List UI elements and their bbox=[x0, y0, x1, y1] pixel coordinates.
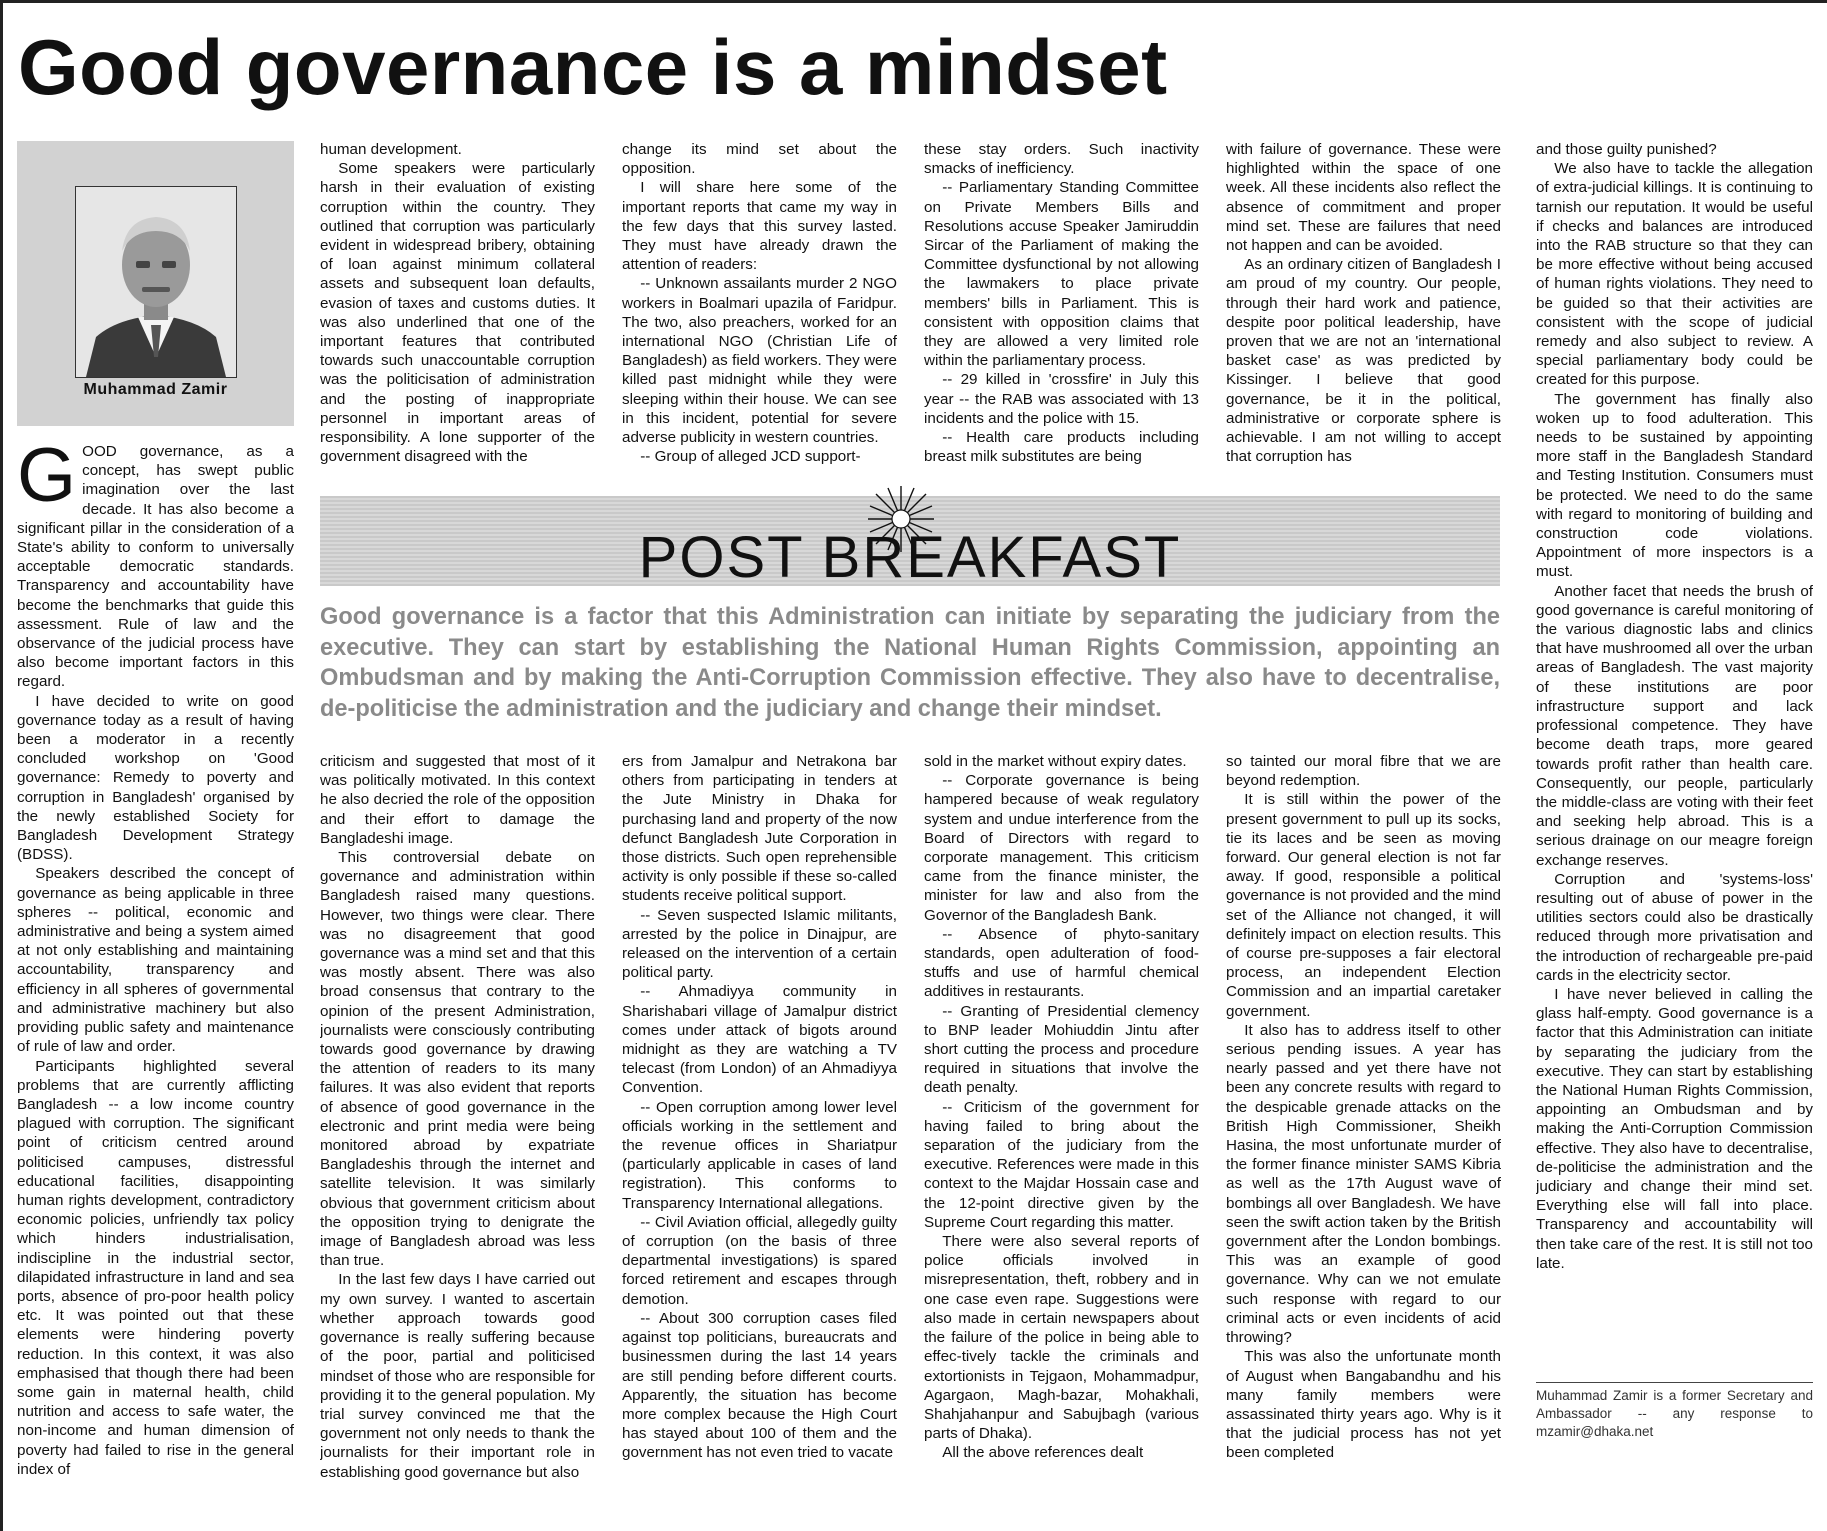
column-4-bottom bbox=[924, 752, 1199, 1524]
note-divider bbox=[1536, 1382, 1813, 1383]
author-byline: Muhammad Zamir bbox=[83, 381, 228, 398]
paragraph bbox=[17, 442, 294, 692]
column-2-top bbox=[320, 140, 595, 487]
paragraph: Participants highlighted several problems that are currently afflicting Bangladesh -- a low income country plagued with corruption. The significant point of criticism centred around politicised campuses, distressful educational facilities, disappointing human rights development, contradictory economic policies, unfriendly tax policy which hinders industrialisation, indiscipline in the industrial sector, dilapidated infrastructure in land and sea ports, absence of pro-poor health policy etc. It was pointed out that these elements were hindering poverty reduction. In this context, it was also emphasised that though there had been some gain in maternal health, child nutrition and access to safe water, the non-income and human dimension of poverty had failed to rise in the general index of bbox=[17, 1057, 294, 1478]
paragraph: and those guilty punished? bbox=[1536, 141, 1717, 158]
author-box bbox=[17, 141, 294, 426]
paragraph: Speakers described the concept of governance as being applicable in three spheres -- political, economic and administrative and being a system aimed at not only establishing and maintaining accountability, transparency and efficiency in all spheres of governmental and administrative machinery but also providing public safety and maintenance of rule of law and order. bbox=[17, 865, 294, 1056]
headline: Good governance is a mindset bbox=[18, 23, 1168, 111]
top-rule bbox=[0, 0, 1827, 3]
paragraph: -- Absence of phyto-sanitary standards, open adulteration of food-stuffs and use of harmful chemical additives in restaurants. bbox=[924, 925, 1199, 1001]
column-3-bottom bbox=[622, 752, 897, 1524]
paragraph: -- Group of alleged JCD support- bbox=[640, 448, 861, 466]
paragraph: As an ordinary citizen of Bangladesh I am proud of my country. Our people, through their hard work and patience, despite poor political leadership, have proven that we are not an 'international basket case' as was predicted by Kissinger. I believe that good governance, be it in the political, administrative or corporate sphere is achievable. I am not willing to accept that corruption has bbox=[1226, 256, 1501, 466]
paragraph: -- Open corruption among lower level officials working in the settlement and the revenue offices in Shariatpur (particularly applicable in cases of land registration). This conforms to Transparency International allegations. bbox=[622, 1098, 897, 1212]
paragraph: It also has to address itself to other serious pending issues. A year has nearly passed and yet there have not been any concrete results with regard to the despicable grenade attacks on the British High Commissioner, Sheikh Hasina, the most unfortunate murder of the former finance minister SAMS Kibria as well as the 17th August wave of bombings all over Bangladesh. We have seen the swift action taken by the British government after the London bombings. This was an example of good governance. Why can we not emulate such response with regard to our criminal acts or even incidents of acid throwing? bbox=[1226, 1021, 1501, 1347]
column-6 bbox=[1536, 140, 1813, 1376]
paragraph: I have decided to write on good governance today as a result of having been a moderator in a recently concluded workshop on 'Good governance: Remedy to poverty and corruption in Bangladesh' organised by the newly established Society for Bangladesh Development Strategy (BDSS). bbox=[17, 692, 294, 864]
paragraph: We also have to tackle the allegation of extra-judicial killings. It is continuing to tarnish our reputation. It would be useful if checks and balances are introduced into the RAB structure so that they can be more effective without being accused of human rights violations. They need to be guided so that their activities are consistent with the scope of judicial remedy and also subject to review. A special parliamentary body could be created for this purpose. bbox=[1536, 160, 1813, 389]
paragraph: -- Criticism of the government for having failed to bring about the separation of the judiciary from the executive. References were made in this context to the Majdar Hossain case and the 12-point directive given by the Supreme Court regarding this matter. bbox=[924, 1098, 1199, 1231]
paragraph: ers from Jamalpur and Netrakona bar others from participating in tenders at the Jute Ministry in Dhaka for purchasing land and property of the now defunct Bangladesh Jute Corporation in those districts. Such open reprehensible activity is only possible if these so-called students receive political support. bbox=[622, 753, 897, 905]
pullquote: Good governance is a factor that this Administration can initiate by separating the judiciary from the executive. They can start by establishing the National Human Rights Commission, appointing an Ombudsman and by making the Anti-Corruption Commission effective. They also have to decentralise, de-politicise the administration and the judiciary and change their mindset. bbox=[320, 604, 1500, 722]
paragraph: This controversial debate on governance and administration within Bangladesh raised many questions. However, two things were clear. There was no disagreement that good governance was a mind set and that this was mostly absent. There was also broad consensus that contrary to the opinion of the present Administration, journalists were consciously contributing towards good governance by drawing the attention of readers to its many failures. It was also evident that reports of absence of good governance in the electronic and print media were being monitored abroad by expatriate Bangladeshis through the internet and satellite television. It was similarly obvious that government criticism about the opposition trying to denigrate the image of Bangladesh abroad was less than true. bbox=[320, 849, 595, 1270]
paragraph: these stay orders. Such inactivity smacks of inefficiency. bbox=[924, 141, 1199, 178]
paragraph: All the above references dealt bbox=[942, 1444, 1144, 1462]
paragraph: I have never believed in calling the glass half-empty. Good governance is a factor that this Administration can initiate by separating the judiciary from the executive. They can start by establishing the National Human Rights Commission, appointing an Ombudsman and by making the Anti-Corruption Commission effective. They also have to decentralise, de-politicise the administration and the judiciary and change their mind set. Everything else will fall into place. Transparency and accountability will then take care of the rest. It is still not too late. bbox=[1536, 985, 1813, 1272]
paragraph: -- Parliamentary Standing Committee on Private Members Bills and Resolutions accuse Speaker Jamiruddin Sircar of the Parliament of making the Committee dysfunctional by not allowing the lawmakers to place private members' bills in Parliament. This is consistent with opposition claims that they are allowed a very limited role within the parliamentary process. bbox=[924, 179, 1199, 370]
paragraph: This was also the unfortunate month of August when Bangabandhu and his many family members were assassinated thirty years ago. Why is it that the judicial process has not yet been completed bbox=[1226, 1348, 1501, 1462]
author-portrait-icon bbox=[76, 187, 236, 377]
paragraph: -- About 300 corruption cases filed against top politicians, bureaucrats and businessmen during the last 14 years are still pending before different courts. Apparently, the situation has become more complex because the High Court has stayed about 100 of them and the government has not even tried to vacate bbox=[622, 1309, 897, 1462]
drop-cap: G bbox=[17, 442, 77, 518]
paragraph: criticism and suggested that most of it was politically motivated. In this context he also decried the role of the opposition and their effort to damage the Bangladeshi image. bbox=[320, 753, 595, 847]
paragraph: Some speakers were particularly harsh in their evaluation of existing corruption within the country. They outlined that corruption was particularly evident in widespread bribery, obtaining of loan against minimum collateral assets and subsequent loan defaults, evasion of taxes and customs duties. It was also underlined that one of the important features that contributed towards such unaccountable corruption was the politicisation of administration and the posting of inappropriate personnel in important areas of responsibility. A lone supporter of the government disagreed with the bbox=[320, 160, 595, 466]
author-note: Muhammad Zamir is a former Secretary and Ambassador -- any response to mzamir@dhaka.net bbox=[1536, 1388, 1813, 1439]
paragraph: -- Civil Aviation official, allegedly guilty of corruption (on the basis of three departmental investigations) is spared forced retirement and escapes through demotion. bbox=[622, 1213, 897, 1308]
section-title: POST BREAKFAST bbox=[638, 525, 1182, 590]
column-4-top bbox=[924, 140, 1199, 487]
column-2-bottom bbox=[320, 752, 595, 1524]
paragraph: -- Corporate governance is being hampered because of weak regulatory system and undue interference from the Board of Directors with regard to corporate management. This criticism came from the finance minister, the minister for law and also from the Governor of the Bangladesh Bank. bbox=[924, 772, 1199, 924]
column-5-bottom bbox=[1226, 752, 1501, 1524]
paragraph: The government has finally also woken up to food adulteration. This needs to be sustained by appointing more staff in the Bangladesh Standard and Testing Institution. Consumers must be protected. We need to do the same with regard to monitoring of building and construction code violations. Appointment of more inspectors is a must. bbox=[1536, 390, 1813, 581]
paragraph: There were also several reports of police officials involved in misrepresentation, theft, robbery and in one case even rape. Suggestions were also made in certain newspapers about the failure of the police in being able to effec-tively tackle the criminals and extortionists in Tejgaon, Mohammadpur, Agargaon, Magh-bazar, Mohakhali, Shahjahanpur and Sabujbagh (various parts of Dhaka). bbox=[924, 1233, 1199, 1443]
paragraph: -- Granting of Presidential clemency to BNP leader Mohiuddin Jintu after short cutting the process and procedure required in situations that involve the death penalty. bbox=[924, 1002, 1199, 1097]
column-5-top bbox=[1226, 140, 1501, 487]
paragraph: so tainted our moral fibre that we are beyond redemption. bbox=[1226, 753, 1501, 790]
paragraph: In the last few days I have carried out my own survey. I wanted to ascertain whether approach towards good governance is really suffering because of the poor, partial and politicised mindset of those who are responsible for providing it to the general population. My trial survey convinced me that the government not only needs to thank the journalists for their important role in establishing good governance but also bbox=[320, 1271, 595, 1481]
paragraph: -- Ahmadiyya community in Sharishabari village of Jamalpur district comes under attack of bigots around midnight as they are watching a TV telecast (from London) of an Ahmadiyya Convention. bbox=[622, 983, 897, 1097]
paragraph: Another facet that needs the brush of good governance is careful monitoring of the various diagnostic labs and clinics that have mushroomed all over the urban areas of Bangladesh. The vast majority of these institutions are poor infrastructure support and lack professional competence. They have become death traps, more geared towards profit rather than health care. Consequently, our people, particularly the middle-class are voting with their feet and seeking help abroad. This is a serious drainage on our meagre foreign exchange reserves. bbox=[1536, 582, 1813, 869]
column-3-top bbox=[622, 140, 897, 487]
paragraph: -- Seven suspected Islamic militants, arrested by the police in Dinajpur, are released on the intervention of a certain political party. bbox=[622, 906, 897, 982]
paragraph: sold in the market without expiry dates. bbox=[924, 753, 1187, 770]
column-1 bbox=[17, 442, 294, 1522]
paragraph: I will share here some of the important reports that came my way in the few days that this survey lasted. They must have already drawn the attention of readers: bbox=[622, 179, 897, 274]
paragraph: Corruption and 'systems-loss' resulting out of abuse of power in the utilities sectors could also be drastically reduced through more privatisation and the introduction of rechargeable pre-paid cards in the electricity sector. bbox=[1536, 870, 1813, 984]
paragraph: It is still within the power of the present government to pull up its socks, tie its laces and be seen as moving forward. Our general election is not far away. If good, responsible a political governance is not provided and the mind set of the Alliance not changed, it will definitely impact on election results. This of course pre-supposes a fair electoral process, an independent Election Commission and an impartial caretaker government. bbox=[1226, 791, 1501, 1020]
paragraph-text: OOD governance, as a concept, has swept public imagination over the last decade. It has also become a significant pillar in the consideration of a State's ability to conform to universally acceptable democratic standards. Transparency and accountability have become the benchmarks that guide this assessment. Rule of law and the observance of the judicial process have also become important factors in this regard. bbox=[17, 443, 294, 691]
paragraph: -- Health care products including breast milk substitutes are being bbox=[924, 429, 1199, 466]
paragraph: with failure of governance. These were highlighted within the space of one week. All these incidents also reflect the absence of commitment and proper mind set. These are failures that need not happen and can be avoided. bbox=[1226, 141, 1501, 255]
author-photo bbox=[75, 186, 237, 378]
paragraph: -- 29 killed in 'crossfire' in July this year -- the RAB was associated with 13 incidents and the police with 15. bbox=[924, 371, 1199, 427]
left-rule bbox=[0, 0, 3, 1531]
paragraph: human development. bbox=[320, 141, 462, 158]
paragraph: -- Unknown assailants murder 2 NGO workers in Boalmari upazila of Faridpur. The two, also preachers, worked for an international NGO (Christian Life of Bangladesh) as field workers. They were killed past midnight while they were sleeping within their house. We can see in this incident, potential for severe adverse publicity in western countries. bbox=[622, 275, 897, 447]
paragraph: change its mind set about the opposition. bbox=[622, 141, 897, 178]
